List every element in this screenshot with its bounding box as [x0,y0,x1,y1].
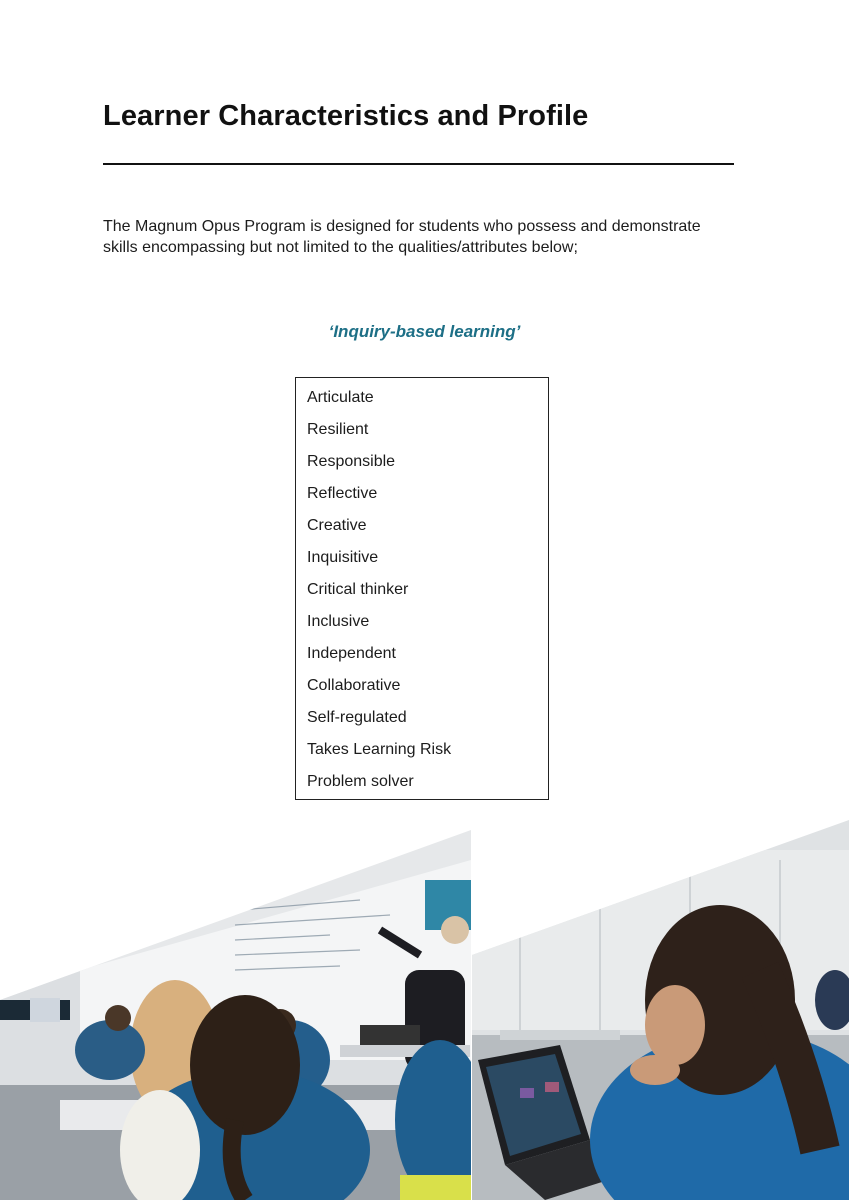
trait-item: Reflective [307,485,378,502]
trait-item: Collaborative [307,677,401,694]
traits-box [295,377,549,800]
student-laptop-photo [472,820,849,1200]
trait-item: Self-regulated [307,709,407,726]
trait-item: Articulate [307,389,374,406]
page-title: Learner Characteristics and Profile [103,100,589,132]
title-divider [103,163,734,165]
trait-item: Takes Learning Risk [307,741,452,758]
trait-item: Critical thinker [307,581,409,598]
trait-item: Independent [307,645,396,662]
trait-item: Responsible [307,453,396,470]
classroom-whiteboard-photo [0,820,485,1200]
trait-item: Creative [307,517,367,534]
trait-item: Problem solver [307,773,414,790]
intro-paragraph: The Magnum Opus Program is designed for students who possess and demonstrate skills encompassing but not limited to the qualities/attributes below; [103,218,701,256]
trait-item: Inquisitive [307,549,379,566]
trait-item: Inclusive [307,613,370,630]
classroom-photos [0,820,849,1200]
trait-item: Resilient [307,421,369,438]
tagline: ‘Inquiry-based learning’ [328,322,521,341]
